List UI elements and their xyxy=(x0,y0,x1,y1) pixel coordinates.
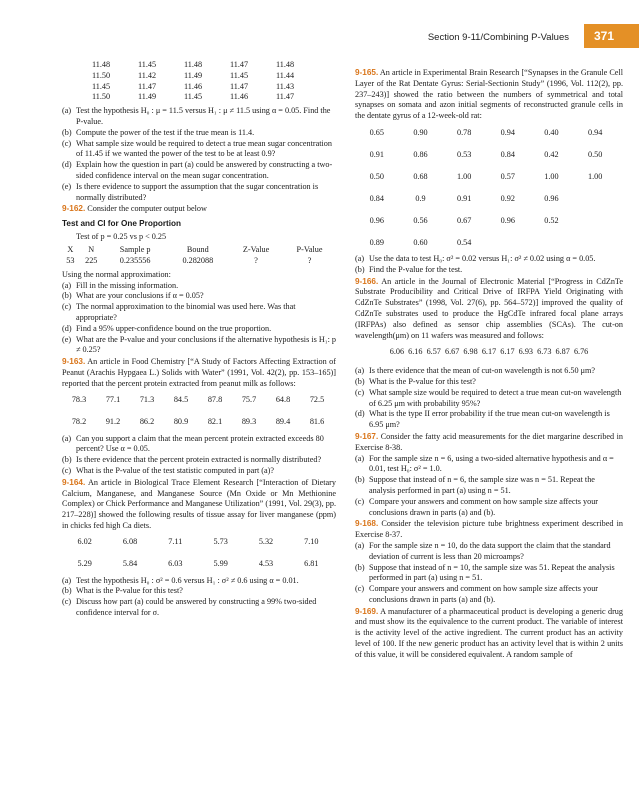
exercise-165-parts xyxy=(355,254,623,276)
table-cell: 64.8 xyxy=(275,395,291,405)
part-text: What are the P-value and your conclusions if the alternative hypothesis is H₁: p ≠ 0.25? xyxy=(76,334,337,355)
exercise-part xyxy=(62,291,336,302)
synapse-data-table xyxy=(355,122,617,254)
table-cell: 11.47 xyxy=(275,92,295,102)
table-cell: 11.45 xyxy=(229,70,249,80)
table-cell: 7.11 xyxy=(168,537,183,547)
minitab-header: Sample p xyxy=(119,244,151,254)
table-cell: 0.86 xyxy=(413,149,428,159)
exercise-part xyxy=(355,541,623,563)
table-cell: 11.48 xyxy=(275,60,295,69)
minitab-value: 53 xyxy=(66,255,75,265)
table-row xyxy=(78,71,308,82)
part-text: For the sample size n = 10, do the data support the claim that the standard deviation of current is less than 20 microamps? xyxy=(369,540,611,561)
table-cell: 5.73 xyxy=(213,537,228,547)
table-cell: 0.50 xyxy=(587,149,603,159)
part-label: (a) xyxy=(62,106,72,116)
page-number-badge: 371 xyxy=(584,24,639,48)
table-cell: 78.3 xyxy=(71,395,87,405)
table-row xyxy=(78,60,308,71)
exercise-number: 9-162. xyxy=(62,204,86,214)
table-cell: 0.52 xyxy=(544,215,559,225)
exercise-164-parts xyxy=(62,576,336,619)
exercise-part xyxy=(62,281,336,292)
table-cell xyxy=(573,232,617,254)
exercise-number: 9-164. xyxy=(62,477,86,487)
table-cell: 82.1 xyxy=(207,417,223,427)
part-label: (a) xyxy=(62,280,72,290)
exercise-part xyxy=(62,586,336,597)
part-label: (c) xyxy=(355,387,365,397)
table-cell: 11.45 xyxy=(91,81,111,91)
table-cell: 72.5 xyxy=(309,395,325,405)
part-text: What is the P-value for this test? xyxy=(369,376,476,386)
exercise-part xyxy=(62,160,336,182)
table-cell: 11.45 xyxy=(183,92,203,102)
table-cell: 71.3 xyxy=(139,395,155,405)
table-cell: 1.00 xyxy=(544,171,559,181)
part-label: (c) xyxy=(355,496,365,506)
part-text: Discuss how part (a) could be answered by constructing a 99% two-sided confidence interval for σ. xyxy=(76,597,317,618)
minitab-value: 0.282088 xyxy=(182,255,214,265)
part-text: What sample size would be required to detect a true mean sugar concentration of 11.45 if we wanted the power of the test to be at least 0.9? xyxy=(76,138,332,159)
part-label: (e) xyxy=(62,334,72,344)
exercise-162-parts xyxy=(62,281,336,357)
table-cell: 0.68 xyxy=(413,171,428,181)
table-cell: 78.2 xyxy=(71,417,87,427)
manganese-data-table xyxy=(62,532,334,576)
exercise-part xyxy=(355,265,623,276)
exercise-part xyxy=(62,302,336,324)
table-row xyxy=(78,92,308,103)
part-label: (c) xyxy=(355,584,365,594)
minitab-header: Z-Value xyxy=(242,244,270,254)
table-row xyxy=(355,210,617,232)
exercise-part xyxy=(62,182,336,204)
part-text: Is there evidence to support the assumption that the sugar concentration is normally distributed? xyxy=(76,181,319,202)
table-cell: 0.50 xyxy=(369,171,384,181)
exercise-168-parts xyxy=(355,541,623,606)
exercise-part xyxy=(62,139,336,161)
table-cell: 0.40 xyxy=(544,127,559,137)
part-text: Explain how the question in part (a) could be answered by constructing a two-sided confidence interval on the mean sugar concentration. xyxy=(76,160,333,180)
table-cell: 11.47 xyxy=(137,81,157,91)
exercise-text: An article in Biological Trace Element Research [“Interaction of Dietary Calcium, Manganese, and Manganese Source (Mn Oxide or Mn Methionine Complex) or Chick Performance and Manganese Utilization” (1991, Vol. 29(3), pp. 217–228)] showed the following results of tissue assay for liver manganese (ppm) in chicks fed high Ca diets. xyxy=(62,477,336,530)
exercise-number: 9-169. xyxy=(355,606,379,616)
part-label: (c) xyxy=(62,465,72,475)
table-cell: 6.81 xyxy=(304,559,319,569)
exercise-text: A manufacturer of a pharmaceutical product is developing a generic drug and must show its the equivalence to the current product. The variable of interest is the activity level of the active ingredient. The current product has an activity level of 100. If the new generic product has an activity level that is within 2 units of this value, it will be considered equivalent. A random sample of xyxy=(355,606,623,659)
exercise-169 xyxy=(355,607,623,661)
table-cell: 6.02 xyxy=(77,537,92,547)
table-row xyxy=(62,554,334,576)
minitab-header: N xyxy=(88,244,95,254)
exercise-number: 9-163. xyxy=(62,357,86,367)
exercise-167-parts xyxy=(355,454,623,519)
exercise-number: 9-165. xyxy=(355,68,379,77)
part-label: (a) xyxy=(355,366,365,376)
part-label: (d) xyxy=(355,409,365,419)
table-cell: 11.50 xyxy=(91,70,111,80)
part-text: Find the P-value for the test. xyxy=(369,264,463,274)
table-cell: 80.9 xyxy=(173,417,189,427)
table-cell: 87.8 xyxy=(207,395,223,405)
part-label: (d) xyxy=(62,323,72,333)
left-column xyxy=(62,60,336,619)
exercise-text: An article in the Journal of Electronic Material [“Progress in CdZnTe Substrate Producibility and Critical Drive of IRFPA Yield Originating with CdZnTe Substrates” (1998, Vol. 27(6), pp. 564–572)] improved the quality of CdZnTe substrates used to produce the HgCdTe infrared focal plane arrays (IRFPAs) also defined as sensor chip assemblies (SCAs). The cut-on wavelength(μm) on 11 wafers was measured and follows: xyxy=(355,276,623,340)
exercise-163-parts xyxy=(62,434,336,477)
table-row xyxy=(355,232,617,254)
exercise-text: An article in Food Chemistry [“A Study of Factors Affecting Extraction of Peanut (Arachis Hypgaea L.) Solids with Water” (1991, Vol. 42(2), pp. 153–165)] reported that the percent protein extracted from peanut milk as follows: xyxy=(62,357,336,388)
table-cell: 5.32 xyxy=(258,537,274,547)
table-cell xyxy=(573,188,617,210)
exercise-text: An article in Experimental Brain Research [“Synapses in the Granule Cell Layer of the Rat Dentate Gyrus: Serial-Sectionin Study” (1996, Vol. 112(2), pp. 237–243)] showed the ratio between the numbers of symmetrical and total synapses on somata and azon initial segments of reconstructed granule cells in the dentate gyrus of a 12-week-old rat: xyxy=(355,68,623,121)
table-cell: 89.4 xyxy=(275,417,291,427)
table-cell: 11.50 xyxy=(91,92,111,102)
table-cell: 11.42 xyxy=(137,70,157,80)
exercise-part xyxy=(62,466,336,477)
part-label: (b) xyxy=(62,291,72,301)
table-cell: 0.67 xyxy=(456,215,472,225)
exercise-161-parts xyxy=(62,106,336,203)
exercise-number: 9-168. xyxy=(355,519,379,529)
table-cell: 0.84 xyxy=(369,193,384,203)
part-text: Is there evidence that the percent protein extracted is normally distributed? xyxy=(76,455,322,465)
part-label: (b) xyxy=(62,586,72,596)
exercise-part xyxy=(62,597,336,619)
table-cell: 0.91 xyxy=(456,193,472,203)
table-cell: 11.44 xyxy=(275,70,295,80)
table-row xyxy=(62,532,334,554)
table-cell: 0.84 xyxy=(500,149,515,159)
minitab-header: P-Value xyxy=(296,244,323,254)
table-cell xyxy=(486,232,530,254)
normal-approx-note: Using the normal approximation: xyxy=(62,269,171,279)
minitab-header: Bound xyxy=(186,244,209,254)
part-label: (b) xyxy=(355,562,365,572)
exercise-162 xyxy=(62,204,336,215)
table-cell: 5.84 xyxy=(122,559,138,569)
exercise-part xyxy=(62,106,336,128)
part-text: Use the data to test H₀: σ² = 0.02 versus H₁: σ² ≠ 0.02 using α = 0.05. xyxy=(369,253,596,263)
part-label: (a) xyxy=(355,253,365,263)
exercise-text: Consider the computer output below xyxy=(87,204,207,214)
part-label: (a) xyxy=(62,575,72,585)
table-cell: 0.54 xyxy=(456,237,472,247)
minitab-value: ? xyxy=(254,255,258,265)
part-text: Compare your answers and comment on how sample size affects your conclusions drawn in parts (a) and (b). xyxy=(369,496,599,517)
table-row xyxy=(355,144,617,166)
part-text: Test the hypothesis H₀ : μ = 11.5 versus H₁ : μ ≠ 11.5 using α = 0.05. Find the P-value. xyxy=(76,106,331,126)
table-cell: 0.94 xyxy=(500,127,515,137)
exercise-part xyxy=(62,455,336,466)
table-cell: 11.48 xyxy=(91,60,111,69)
part-text: Suppose that instead of n = 10, the sample size was 51. Repeat the analysis performed in part (a) using n = 51. xyxy=(369,562,615,583)
table-cell: 11.46 xyxy=(229,92,249,102)
table-cell: 0.96 xyxy=(544,193,559,203)
exercise-163 xyxy=(62,357,336,389)
exercise-part xyxy=(62,335,336,357)
minitab-value: 225 xyxy=(85,255,98,265)
table-cell: 0.78 xyxy=(456,127,472,137)
section-header: Section 9-11/Combining P-Values xyxy=(427,32,569,43)
part-text: What is the P-value of the test statistic computed in part (a)? xyxy=(76,465,275,475)
part-text: What is the type II error probability if the true mean cut-on wavelength is 6.95 μm? xyxy=(369,409,610,430)
exercise-168 xyxy=(355,519,623,541)
part-label: (c) xyxy=(62,302,72,312)
exercise-164 xyxy=(62,478,336,532)
table-cell: 11.49 xyxy=(137,92,157,102)
part-text: For the sample size n = 6, using a two-sided alternative hypothesis and α = 0.01, test H₀: σ² = 1.0. xyxy=(369,453,614,474)
part-text: Fill in the missing information. xyxy=(76,280,179,290)
table-cell: 11.46 xyxy=(183,81,203,91)
table-row xyxy=(62,390,334,412)
table-cell: 7.10 xyxy=(304,537,319,547)
minitab-test-line: Test of p = 0.25 vs p < 0.25 xyxy=(76,231,167,241)
part-label: (d) xyxy=(62,160,72,170)
exercise-part xyxy=(62,576,336,587)
table-cell: 0.60 xyxy=(413,237,428,247)
part-text: What sample size would be required to detect a true mean cut-on wavelength of 6.25 μm with probability 95%? xyxy=(369,387,622,408)
table-row xyxy=(78,82,308,93)
exercise-number: 9-166. xyxy=(355,276,379,286)
exercise-part xyxy=(62,128,336,139)
part-label: (b) xyxy=(62,455,72,465)
table-cell: 11.45 xyxy=(137,60,157,69)
part-text: Suppose that instead of n = 6, the sample size was n = 51. Repeat the analysis performed in part (a) using n = 51. xyxy=(369,475,595,495)
part-label: (b) xyxy=(355,264,365,274)
table-cell: 91.2 xyxy=(105,417,121,427)
part-label: (e) xyxy=(62,181,72,191)
table-cell xyxy=(573,210,617,232)
part-label: (a) xyxy=(62,433,72,443)
table-cell: 81.6 xyxy=(309,417,325,427)
exercise-text: Consider the fatty acid measurements for the diet margarine described in Exercise 8-38. xyxy=(355,431,623,452)
table-cell: 0.65 xyxy=(369,127,384,137)
part-label: (b) xyxy=(355,376,365,386)
table-cell: 0.9 xyxy=(415,193,426,203)
table-cell: 0.57 xyxy=(500,171,515,181)
table-cell: 11.48 xyxy=(183,60,203,69)
part-text: What are your conclusions if α = 0.05? xyxy=(76,291,204,301)
part-label: (b) xyxy=(355,475,365,485)
table-cell: 77.1 xyxy=(105,395,121,405)
exercise-number: 9-167. xyxy=(355,431,379,441)
table-row xyxy=(355,122,617,144)
part-label: (a) xyxy=(355,540,365,550)
exercise-part xyxy=(355,454,623,476)
table-cell xyxy=(530,232,574,254)
table-cell: 84.5 xyxy=(173,395,189,405)
exercise-166-parts xyxy=(355,366,623,431)
minitab-output-table xyxy=(62,245,336,267)
table-cell: 0.90 xyxy=(413,127,428,137)
table-cell: 86.2 xyxy=(139,417,155,427)
part-label: (c) xyxy=(62,138,72,148)
minitab-value: ? xyxy=(307,255,312,265)
table-cell: 1.00 xyxy=(456,171,472,181)
wavelength-data: 6.06 6.16 6.57 6.67 6.98 6.17 6.17 6.93 6.73 6.87 6.76 xyxy=(389,347,589,357)
table-cell: 11.47 xyxy=(229,60,249,69)
table-cell: 11.47 xyxy=(229,81,249,91)
part-text: Compare your answers and comment on how sample size affects your conclusions drawn in parts (a) and (b). xyxy=(369,584,599,604)
exercise-part xyxy=(355,497,623,519)
table-row xyxy=(355,188,617,210)
exercise-part xyxy=(355,563,623,585)
table-cell: 0.53 xyxy=(456,149,472,159)
exercise-part xyxy=(62,434,336,456)
table-cell: 89.3 xyxy=(241,417,257,427)
table-cell: 75.7 xyxy=(241,395,257,405)
exercise-part xyxy=(355,377,623,388)
table-cell: 0.96 xyxy=(369,215,384,225)
table-cell: 0.94 xyxy=(587,127,603,137)
exercise-text: Consider the television picture tube brightness experiment described in Exercise 8-37. xyxy=(355,519,624,540)
part-label: (a) xyxy=(355,453,365,463)
table-cell: 0.89 xyxy=(369,237,384,247)
table-cell: 0.42 xyxy=(544,149,559,159)
exercise-part xyxy=(355,584,623,606)
table-cell: 6.03 xyxy=(168,559,183,569)
table-cell: 5.29 xyxy=(77,559,92,569)
exercise-part xyxy=(62,324,336,335)
table-cell: 1.00 xyxy=(587,171,603,181)
part-text: Find a 95% upper-confidence bound on the true proportion. xyxy=(76,323,272,333)
minitab-title: Test and CI for One Proportion xyxy=(62,219,182,229)
exercise-part xyxy=(355,254,623,265)
part-label: (b) xyxy=(62,127,72,137)
exercise-part xyxy=(355,409,623,431)
part-label: (c) xyxy=(62,597,72,607)
part-text: What is the P-value for this test? xyxy=(76,586,183,596)
sugar-data-table xyxy=(78,60,308,103)
part-text: Compute the power of the test if the true mean is 11.4. xyxy=(76,127,255,137)
part-text: Test the hypothesis H₀ : σ² = 0.6 versus H₁ : σ² ≠ 0.6 using α = 0.01. xyxy=(76,575,299,585)
table-cell: 6.08 xyxy=(122,537,138,547)
protein-data-table xyxy=(62,390,334,434)
exercise-part xyxy=(355,366,623,377)
table-cell: 11.49 xyxy=(183,70,203,80)
table-cell: 4.53 xyxy=(258,559,274,569)
table-cell: 5.99 xyxy=(213,559,228,569)
table-cell: 0.92 xyxy=(500,193,515,203)
part-text: Can you support a claim that the mean percent protein extracted exceeds 80 percent? Use α = 0.05. xyxy=(76,433,324,454)
table-cell: 0.56 xyxy=(413,215,428,225)
part-text: Is there evidence that the mean of cut-on wavelength is not 6.50 μm? xyxy=(369,366,596,376)
exercise-166 xyxy=(355,277,623,342)
table-row xyxy=(355,166,617,188)
exercise-part xyxy=(355,475,623,497)
exercise-part xyxy=(355,388,623,410)
table-cell: 0.96 xyxy=(500,215,515,225)
table-row xyxy=(62,412,334,434)
minitab-header: X xyxy=(67,244,74,254)
exercise-167 xyxy=(355,432,623,454)
minitab-value: 0.235556 xyxy=(119,255,151,265)
part-text: The normal approximation to the binomial was used here. Was that appropriate? xyxy=(76,302,296,322)
table-cell: 0.91 xyxy=(369,149,384,159)
right-column xyxy=(355,60,623,661)
table-cell: 11.43 xyxy=(275,81,295,91)
exercise-165 xyxy=(355,68,623,122)
